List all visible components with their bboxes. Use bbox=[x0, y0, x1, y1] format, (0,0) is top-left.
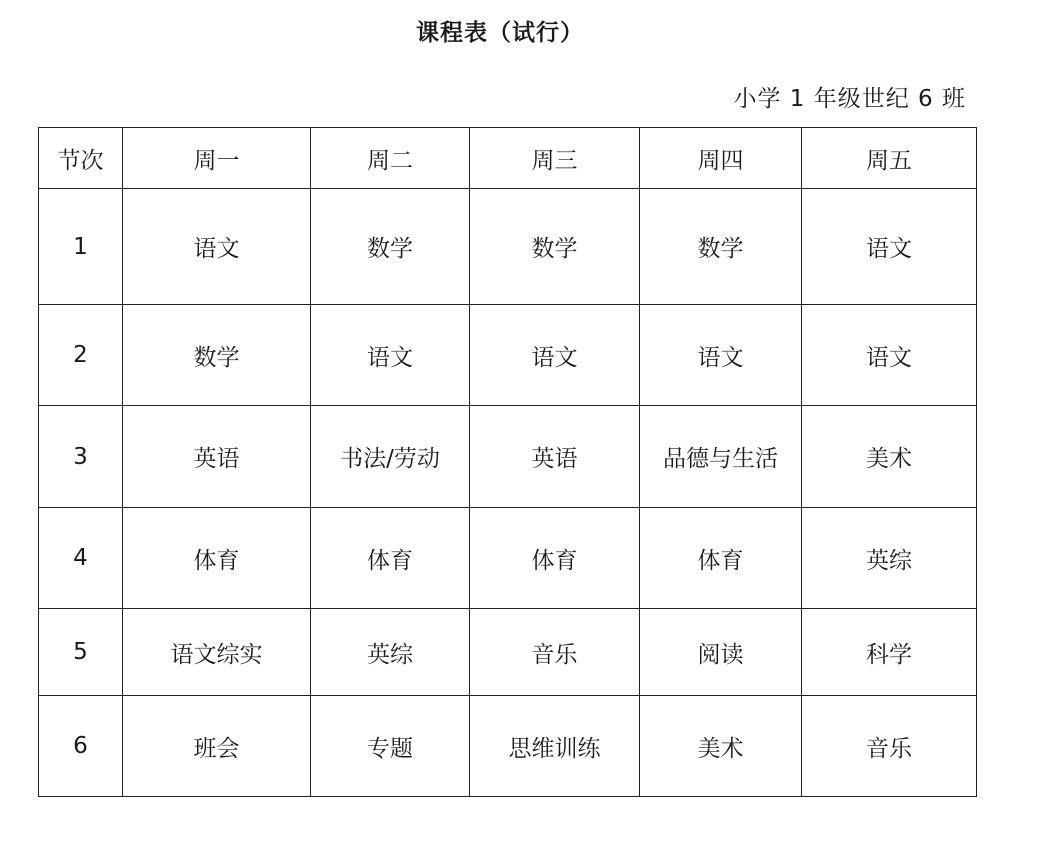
header-monday: 周一 bbox=[123, 128, 311, 189]
table-cell: 美术 bbox=[640, 696, 802, 797]
schedule-table bbox=[38, 127, 977, 797]
header-wednesday: 周三 bbox=[470, 128, 640, 189]
period-number: 3 bbox=[39, 406, 123, 508]
table-row bbox=[39, 696, 977, 797]
table-row bbox=[39, 406, 977, 508]
table-cell: 英语 bbox=[123, 406, 311, 508]
table-cell: 英综 bbox=[311, 609, 470, 696]
table-cell: 科学 bbox=[802, 609, 977, 696]
table-row bbox=[39, 609, 977, 696]
table-cell: 音乐 bbox=[470, 609, 640, 696]
period-number: 5 bbox=[39, 609, 123, 696]
table-cell: 班会 bbox=[123, 696, 311, 797]
table-cell: 体育 bbox=[640, 508, 802, 609]
table-cell: 语文 bbox=[470, 305, 640, 406]
period-number: 4 bbox=[39, 508, 123, 609]
class-name: 小学 1 年级世纪 6 班 bbox=[733, 86, 966, 112]
table-cell: 音乐 bbox=[802, 696, 977, 797]
table-cell: 阅读 bbox=[640, 609, 802, 696]
table-cell: 体育 bbox=[123, 508, 311, 609]
table-cell: 体育 bbox=[470, 508, 640, 609]
table-cell: 品德与生活 bbox=[640, 406, 802, 508]
header-thursday: 周四 bbox=[640, 128, 802, 189]
table-cell: 语文综实 bbox=[123, 609, 311, 696]
table-cell: 语文 bbox=[123, 189, 311, 305]
table-cell: 数学 bbox=[470, 189, 640, 305]
table-cell: 书法/劳动 bbox=[311, 406, 470, 508]
table-cell: 体育 bbox=[311, 508, 470, 609]
table-cell: 语文 bbox=[640, 305, 802, 406]
header-row bbox=[39, 128, 977, 189]
table-cell: 语文 bbox=[802, 189, 977, 305]
document-title: 课程表（试行） bbox=[416, 20, 584, 46]
table-cell: 数学 bbox=[640, 189, 802, 305]
table-row bbox=[39, 189, 977, 305]
table-cell: 英综 bbox=[802, 508, 977, 609]
table-cell: 数学 bbox=[311, 189, 470, 305]
period-number: 6 bbox=[39, 696, 123, 797]
header-friday: 周五 bbox=[802, 128, 977, 189]
header-tuesday: 周二 bbox=[311, 128, 470, 189]
period-number: 2 bbox=[39, 305, 123, 406]
table-cell: 专题 bbox=[311, 696, 470, 797]
header-period: 节次 bbox=[39, 128, 123, 189]
table-cell: 英语 bbox=[470, 406, 640, 508]
table-row bbox=[39, 305, 977, 406]
period-number: 1 bbox=[39, 189, 123, 305]
table-cell: 语文 bbox=[311, 305, 470, 406]
table-cell: 语文 bbox=[802, 305, 977, 406]
table-cell: 思维训练 bbox=[470, 696, 640, 797]
table-cell: 美术 bbox=[802, 406, 977, 508]
table-row bbox=[39, 508, 977, 609]
table-cell: 数学 bbox=[123, 305, 311, 406]
